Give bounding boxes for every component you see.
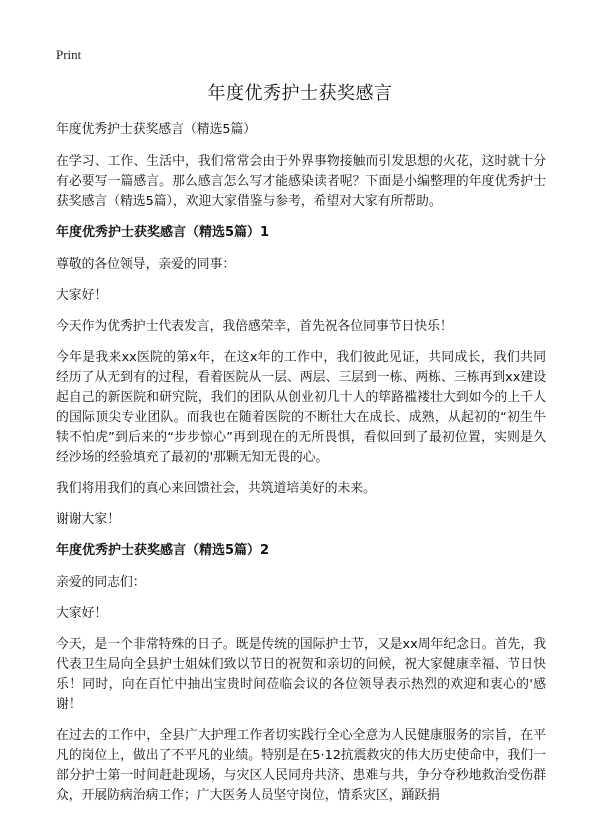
document-subtitle: 年度优秀护士获奖感言（精选5篇） [56, 122, 257, 137]
document-title: 年度优秀护士获奖感言 [207, 83, 393, 104]
section-heading-1: 年度优秀护士获奖感言（精选5篇）1 [56, 225, 270, 240]
section1-paragraph-5: 我们将用我们的真心来回馈社会，共筑道培美好的未来。 [56, 481, 376, 496]
intro-paragraph: 在学习、工作、生活中，我们常常会由于外界事物接触而引发思想的火花，这时就十分有必要写一篇感言。那么感言怎么写才能感染读者呢？下面是小编整理的年度优秀护士获奖感言（精选5篇），欢迎大家借鉴与参考，希望对大家有所帮助。 [56, 154, 546, 209]
section1-paragraph-6: 谢谢大家！ [56, 512, 120, 527]
section1-paragraph-2: 大家好！ [56, 288, 108, 303]
section1-paragraph-3: 今天作为优秀护士代表发言，我倍感荣幸，首先祝各位同事节日快乐！ [56, 319, 453, 334]
section2-paragraph-3: 今天，是一个非常特殊的日子。既是传统的国际护士节，又是xx周年纪念日。首先，我代表卫生局向全县护士姐妹们致以节日的祝贺和亲切的问候，祝大家健康幸福、节日快乐！同时，向在百忙中抽出宝贵时间莅临会议的各位领导表示热烈的欢迎和衷心的'感谢！ [56, 637, 546, 712]
section2-paragraph-2: 大家好！ [56, 606, 108, 621]
section2-paragraph-4: 在过去的工作中，全县广大护理工作者切实践行全心全意为人民健康服务的宗旨，在平凡的岗位上，做出了不平凡的业绩。特别是在5·12抗震救灾的伟大历史使命中，我们一部分护士第一时间赶赴现场，与灾区人民同舟共济、患难与共，争分夺秒地救治受伤群众，开展防病治病工作；广大医务人员坚守岗位，情系灾区，踊跃捐 [56, 728, 546, 803]
section1-paragraph-1: 尊敬的各位领导，亲爱的同事： [56, 257, 236, 272]
document-body [56, 120, 546, 817]
print-link[interactable]: Print [56, 47, 82, 62]
section2-paragraph-1: 亲爱的同志们： [56, 575, 146, 590]
section-heading-2: 年度优秀护士获奖感言（精选5篇）2 [56, 543, 270, 558]
section1-paragraph-4: 今年是我来xx医院的第x年，在这x年的工作中，我们彼此见证，共同成长，我们共同经历了从无到有的过程，看着医院从一层、两层、三层到一栋、两栋、三栋再到xx建设起自己的新医院和研究院，我们的团队从创业初几十人的筚路褴褛壮大到如今的上千人的国际顶尖专业团队。而我也在随着医院的不断壮大在成长、成熟，从起初的“初生牛犊不怕虎”到后来的“步步惊心”再到现在的无所畏惧，看似回到了最初位置，实则是久经沙场的经验填充了最初的'那颗无知无畏的心。 [56, 350, 546, 465]
